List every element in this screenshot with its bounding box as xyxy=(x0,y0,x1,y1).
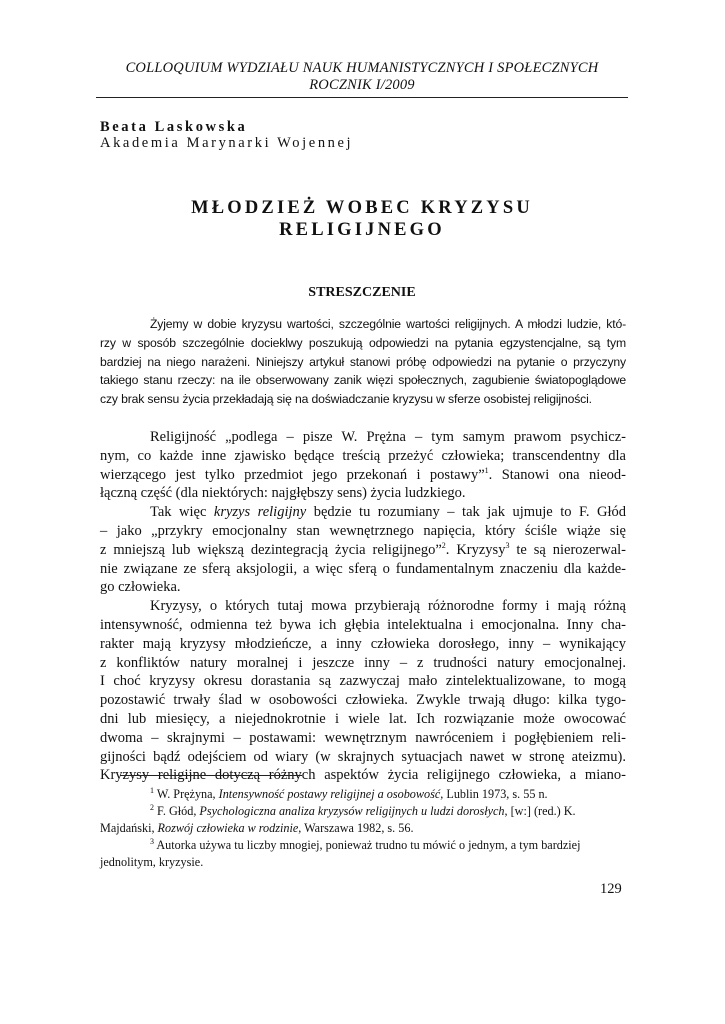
footnote-text: , Lublin 1973, s. 55 n. xyxy=(440,787,548,801)
footnote-line: jednolitym, kryzysie. xyxy=(100,855,204,869)
footnote-text: K. Majdański, xyxy=(100,804,576,835)
abstract-heading: STRESZCZENIE xyxy=(308,285,416,300)
footnote-ref-3[interactable]: 3 xyxy=(505,540,510,550)
abstract-line: czy brak sensu życia przekładają się na doświadczanie kryzysu w sferze osobistej religijności. xyxy=(100,392,592,407)
footnote-text: Autorka używa tu liczby mnogiej, ponieważ trudno tu mówić o jednym, a tym bardziej xyxy=(154,838,581,852)
footnote-line xyxy=(100,804,561,818)
body-line: gijności bądź odejściem od wiary (w skrajnych sytuacjach nawet w stronę ateizmu). xyxy=(100,748,626,765)
journal-volume: ROCZNIK I/2009 xyxy=(309,77,415,93)
body-text: te są nierozerwal- xyxy=(509,541,626,558)
footnote-2 xyxy=(100,803,626,837)
article-title-line-2: RELIGIJNEGO xyxy=(279,220,445,240)
author-name: Beata Laskowska xyxy=(100,119,248,135)
footnote-text: F. Głód, xyxy=(154,804,200,818)
footnote-line xyxy=(100,838,580,852)
body-line: nie związane ze sferą aksjologii, a więc sferą o fundamentalnym znaczeniu dla każde- xyxy=(100,560,626,577)
footnote-number: 3 xyxy=(150,836,154,846)
abstract-text xyxy=(100,315,626,409)
abstract-line: rzy w sposób szczególnie docieklwy poszukują odpowiedzi na pytania egzystencjalne, są tym xyxy=(100,335,626,350)
body-line xyxy=(100,503,626,522)
body-line: pozostawić trwały ślad w osobowości człowieka. Zwykle trwają długo: kilka tygo- xyxy=(100,692,626,709)
body-line: intensywność, odmienna też bywa ich głębia intelektualna i emocjonalna. Inny cha- xyxy=(100,616,626,633)
body-line: z konfliktów natury moralnej i jeszcze inny – z trudności natury emocjonalnej. xyxy=(100,654,626,671)
header-divider xyxy=(96,97,628,98)
footnote-title: Psychologiczna analiza kryzysów religijnych u ludzi dorosłych xyxy=(199,804,505,818)
journal-header xyxy=(96,60,628,94)
footnote-text: , [w:] (red.) xyxy=(504,804,561,818)
footnote-number: 2 xyxy=(150,802,154,812)
body-text: wierzącego jest tylko przedmiot jego przekonań i postawy” xyxy=(100,466,485,483)
footnote-text: W. Prężyna, xyxy=(154,787,219,801)
footnote-ref-1[interactable]: 1 xyxy=(484,465,489,475)
body-text: . Kryzysy xyxy=(445,541,506,558)
body-text: Tak więc xyxy=(150,504,214,521)
footnote-text: , Warszawa 1982, s. 56. xyxy=(298,821,414,835)
body-line: dni lub miesięcy, a niejednokrotnie i wiele lat. Ich rozwiązanie może owocować xyxy=(100,710,626,727)
footnote-3 xyxy=(100,837,626,871)
body-line: nym, co każde inne zjawisko będące treścią przeżyć człowieka; transcendentny dla xyxy=(100,447,626,464)
footnote-title: Rozwój człowieka w rodzinie xyxy=(157,821,299,835)
body-line xyxy=(100,466,626,485)
abstract-line: bardziej na niego narażeni. Niniejszy artykuł stanowi próbę odpowiedzi na pytanie o przyczyny xyxy=(100,354,626,369)
footnote-number: 1 xyxy=(150,785,154,795)
body-line: go człowieka. xyxy=(100,579,181,596)
journal-name: COLLOQUIUM WYDZIAŁU NAUK HUMANISTYCZNYCH I SPOŁECZNYCH xyxy=(125,60,599,76)
body-line: Kryzysy religijne dotyczą różnych aspektów życia religijnego człowieka, a miano- xyxy=(100,767,626,784)
article-body xyxy=(100,428,626,785)
body-line: Kryzysy, o których tutaj mowa przybierają różnorodne formy i mają różną xyxy=(150,598,626,615)
article-title xyxy=(96,197,628,241)
article-title-line-1: MŁODZIEŻ WOBEC KRYZYSU xyxy=(191,198,533,218)
body-text: będzie tu rozumiany – tak jak ujmuje to F. Głód xyxy=(306,504,627,521)
body-text: z mniejszą lub większą dezintegracją życia religijnego” xyxy=(100,541,442,558)
body-line: dwoma – skrajnymi – postawami: wewnętrznym nawróceniem i pogłębieniem reli- xyxy=(100,729,626,746)
body-line: łączną część (dla niektórych: najgłębszy sens) życia ludzkiego. xyxy=(100,485,466,502)
abstract-line: takiego stanu rzeczy: na ile obserwowany zanik więzi społecznych, zagubienie światopoglądowe xyxy=(100,373,626,388)
body-line: I choć kryzysy okresu dorastania są zazwyczaj mało zintelektualizowane, to mogą xyxy=(100,673,626,690)
author-affiliation: Akademia Marynarki Wojennej xyxy=(100,135,354,151)
footnote-1 xyxy=(100,786,626,803)
footnote-ref-2[interactable]: 2 xyxy=(441,540,446,550)
body-emphasis: kryzys religijny xyxy=(213,504,307,521)
body-line xyxy=(100,541,626,560)
page-number: 129 xyxy=(600,881,622,897)
abstract-line: Żyjemy w dobie kryzysu wartości, szczególnie wartości religijnych. A młodzi ludzie, któ- xyxy=(150,317,626,331)
body-line: Religijność „podlega – pisze W. Prężna – tym samym prawom psychicz- xyxy=(150,429,626,445)
footnotes xyxy=(100,786,626,871)
body-text: . Stanowi ona nieod- xyxy=(488,466,626,483)
footnote-title: Intensywność postawy religijnej a osobowość xyxy=(218,787,441,801)
footnote-divider xyxy=(120,775,302,776)
body-line: – jako „przykry emocjonalny stan wewnętrznego napięcia, który ściśle wiąże się xyxy=(100,522,626,539)
body-line: rakter mają kryzysy młodzieńcze, a inny człowieka dorosłego, inny – wynikający xyxy=(100,635,626,652)
